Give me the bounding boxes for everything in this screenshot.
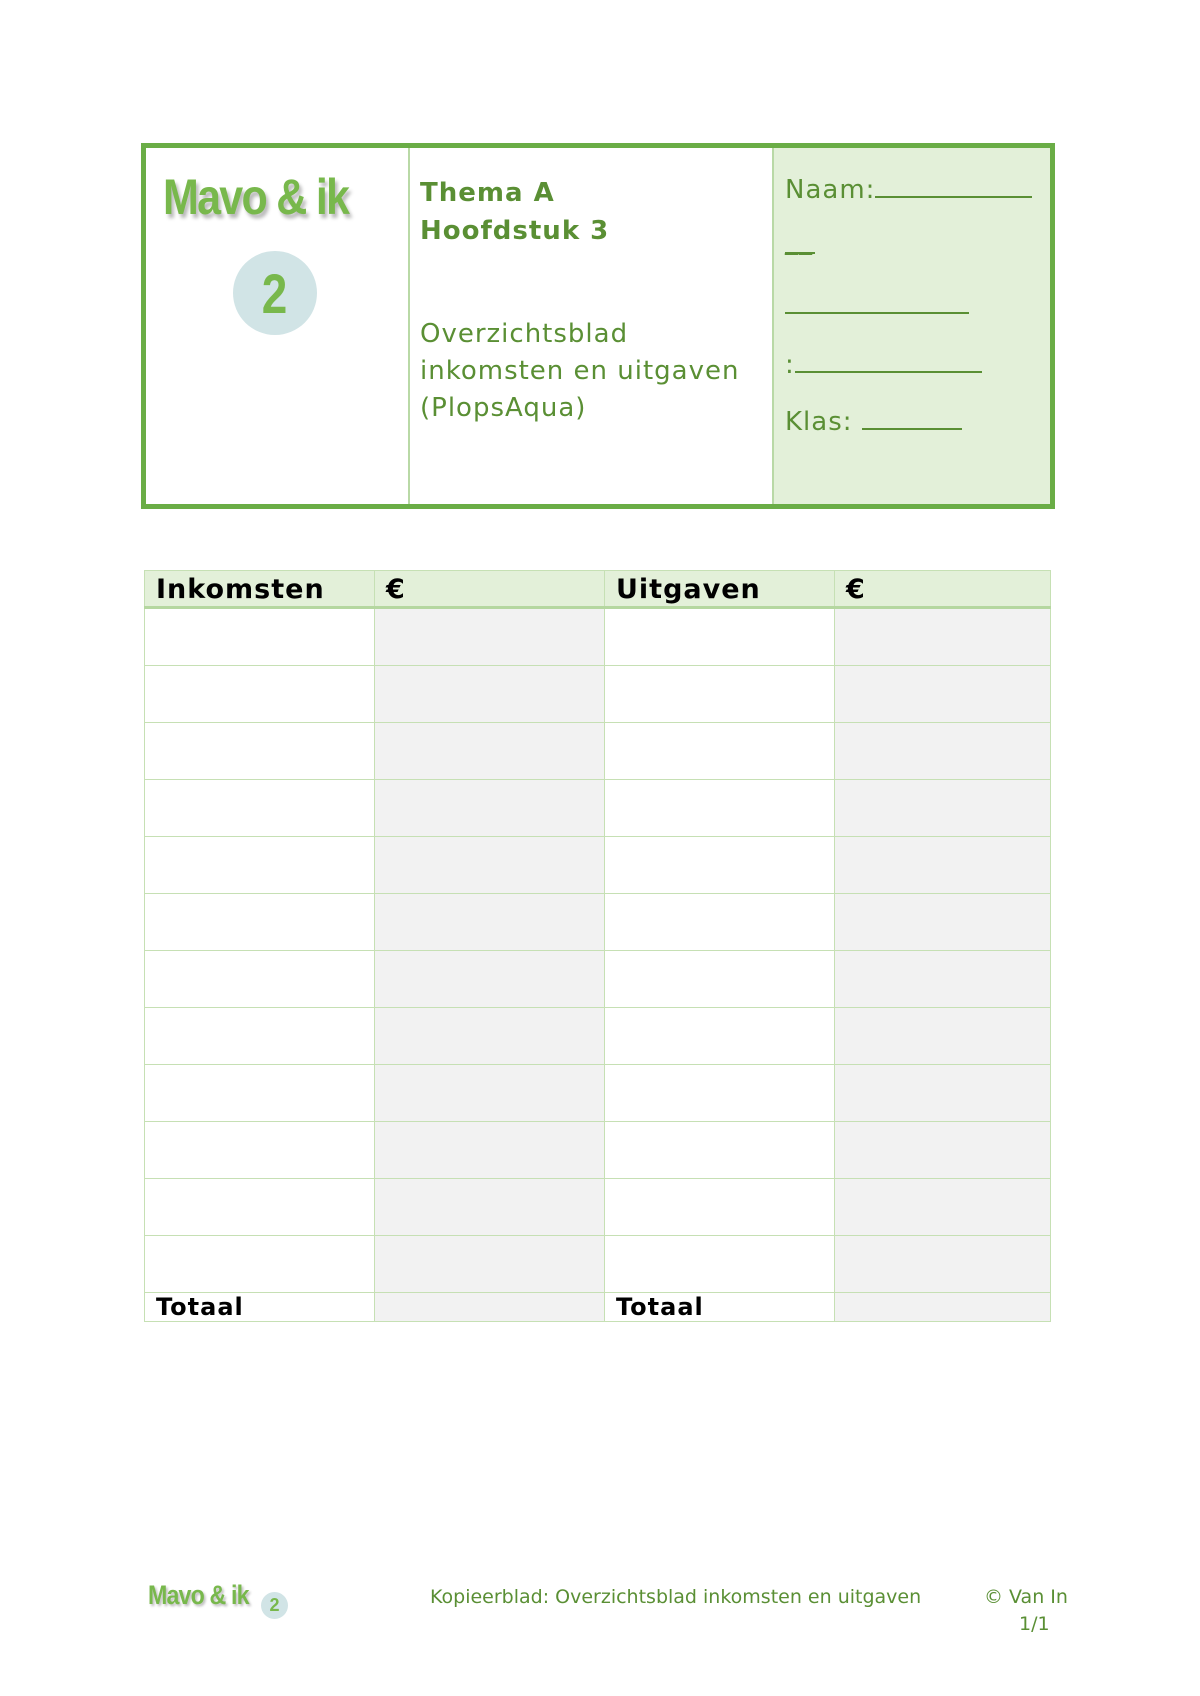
- inkomsten-amount-cell[interactable]: [375, 666, 605, 723]
- uitgaven-item-cell[interactable]: [605, 837, 835, 894]
- table-row: [145, 666, 1051, 723]
- inkomsten-item-cell[interactable]: [145, 951, 375, 1008]
- table-row: [145, 837, 1051, 894]
- inkomsten-amount-cell[interactable]: [375, 837, 605, 894]
- total-label-inkomsten: Totaal: [145, 1293, 375, 1322]
- inkomsten-amount-cell[interactable]: [375, 780, 605, 837]
- uitgaven-item-cell[interactable]: [605, 780, 835, 837]
- uitgaven-amount-cell[interactable]: [835, 780, 1051, 837]
- inkomsten-amount-cell[interactable]: [375, 608, 605, 666]
- inkomsten-item-cell[interactable]: [145, 666, 375, 723]
- inkomsten-amount-cell[interactable]: [375, 723, 605, 780]
- inkomsten-item-cell[interactable]: [145, 1236, 375, 1293]
- total-row: [145, 1293, 1051, 1322]
- total-label-uitgaven: Totaal: [605, 1293, 835, 1322]
- continuation-blank[interactable]: __: [785, 226, 813, 256]
- uitgaven-item-cell[interactable]: [605, 723, 835, 780]
- inkomsten-item-cell[interactable]: [145, 894, 375, 951]
- footer-logo-text: Mavo & ik: [148, 1580, 249, 1610]
- naam-continuation: [785, 226, 815, 256]
- uitgaven-item-cell[interactable]: [605, 1065, 835, 1122]
- inkomsten-item-cell[interactable]: [145, 837, 375, 894]
- naam-label: Naam:: [785, 175, 876, 205]
- table-row: [145, 894, 1051, 951]
- inkomsten-item-cell[interactable]: [145, 1179, 375, 1236]
- naam-blank[interactable]: [875, 170, 1032, 198]
- uitgaven-amount-cell[interactable]: [835, 894, 1051, 951]
- inkomsten-item-cell[interactable]: [145, 723, 375, 780]
- column-header-euro: €: [375, 571, 605, 608]
- inkomsten-item-cell[interactable]: [145, 1008, 375, 1065]
- uitgaven-item-cell[interactable]: [605, 1236, 835, 1293]
- logo-cell: [146, 148, 410, 504]
- uitgaven-amount-cell[interactable]: [835, 951, 1051, 1008]
- total-amount-uitgaven[interactable]: [835, 1293, 1051, 1322]
- inkomsten-item-cell[interactable]: [145, 1065, 375, 1122]
- column-header-inkomsten: Inkomsten: [145, 571, 375, 608]
- logo-text: Mavo & ik: [163, 169, 349, 225]
- table-row: [145, 608, 1051, 666]
- footer-logo-number: 2: [269, 1595, 280, 1615]
- table-row: [145, 780, 1051, 837]
- klas-label: Klas:: [785, 407, 853, 437]
- column-header-uitgaven: Uitgaven: [605, 571, 835, 608]
- logo-number: 2: [262, 261, 288, 325]
- table-row: [145, 1008, 1051, 1065]
- inkomsten-amount-cell[interactable]: [375, 1236, 605, 1293]
- uitgaven-amount-cell[interactable]: [835, 1236, 1051, 1293]
- uitgaven-item-cell[interactable]: [605, 951, 835, 1008]
- student-info-cell: [774, 148, 1050, 504]
- table-row: [145, 723, 1051, 780]
- uitgaven-item-cell[interactable]: [605, 894, 835, 951]
- inkomsten-amount-cell[interactable]: [375, 1008, 605, 1065]
- total-amount-inkomsten[interactable]: [375, 1293, 605, 1322]
- column-header-euro: €: [835, 571, 1051, 608]
- uitgaven-item-cell[interactable]: [605, 608, 835, 666]
- colon-field[interactable]: [785, 345, 982, 380]
- inkomsten-amount-cell[interactable]: [375, 1065, 605, 1122]
- table-body: [145, 608, 1051, 1322]
- colon-blank[interactable]: [795, 345, 982, 373]
- inkomsten-item-cell[interactable]: [145, 1122, 375, 1179]
- inkomsten-amount-cell[interactable]: [375, 894, 605, 951]
- uitgaven-item-cell[interactable]: [605, 666, 835, 723]
- logo-number-badge: [233, 251, 317, 335]
- uitgaven-amount-cell[interactable]: [835, 723, 1051, 780]
- uitgaven-item-cell[interactable]: [605, 1008, 835, 1065]
- table-row: [145, 1236, 1051, 1293]
- inkomsten-amount-cell[interactable]: [375, 1122, 605, 1179]
- uitgaven-amount-cell[interactable]: [835, 608, 1051, 666]
- table-header-row: [145, 571, 1051, 608]
- uitgaven-item-cell[interactable]: [605, 1122, 835, 1179]
- uitgaven-amount-cell[interactable]: [835, 1179, 1051, 1236]
- title-cell: [410, 148, 774, 504]
- uitgaven-amount-cell[interactable]: [835, 666, 1051, 723]
- inkomsten-item-cell[interactable]: [145, 608, 375, 666]
- description-line: Overzichtsblad: [420, 319, 629, 349]
- uitgaven-item-cell[interactable]: [605, 1179, 835, 1236]
- worksheet-header: [141, 143, 1055, 509]
- uitgaven-amount-cell[interactable]: [835, 1122, 1051, 1179]
- income-expense-table: [144, 570, 1051, 1322]
- description-line: (PlopsAqua): [420, 393, 587, 423]
- blank-line[interactable]: [785, 286, 969, 321]
- inkomsten-item-cell[interactable]: [145, 780, 375, 837]
- inkomsten-amount-cell[interactable]: [375, 951, 605, 1008]
- theme-label: Thema A: [420, 178, 555, 208]
- uitgaven-amount-cell[interactable]: [835, 1008, 1051, 1065]
- footer-caption: Kopieerblad: Overzichtsblad inkomsten en uitgaven: [430, 1586, 922, 1608]
- description-line: inkomsten en uitgaven: [420, 356, 740, 386]
- table-row: [145, 951, 1051, 1008]
- footer-logo-badge: [261, 1592, 288, 1619]
- klas-blank[interactable]: [862, 402, 962, 430]
- table-row: [145, 1065, 1051, 1122]
- table-row: [145, 1122, 1051, 1179]
- page-number: 1/1: [1019, 1613, 1050, 1635]
- table-row: [145, 1179, 1051, 1236]
- footer-copyright: © Van In: [984, 1586, 1068, 1608]
- klas-field[interactable]: [785, 402, 962, 437]
- worksheet-description: [420, 316, 772, 427]
- inkomsten-amount-cell[interactable]: [375, 1179, 605, 1236]
- uitgaven-amount-cell[interactable]: [835, 1065, 1051, 1122]
- blank-field[interactable]: [785, 286, 969, 314]
- chapter-label: Hoofdstuk 3: [420, 216, 610, 246]
- colon-prefix: :: [785, 350, 795, 380]
- uitgaven-amount-cell[interactable]: [835, 837, 1051, 894]
- naam-field[interactable]: [785, 170, 1032, 205]
